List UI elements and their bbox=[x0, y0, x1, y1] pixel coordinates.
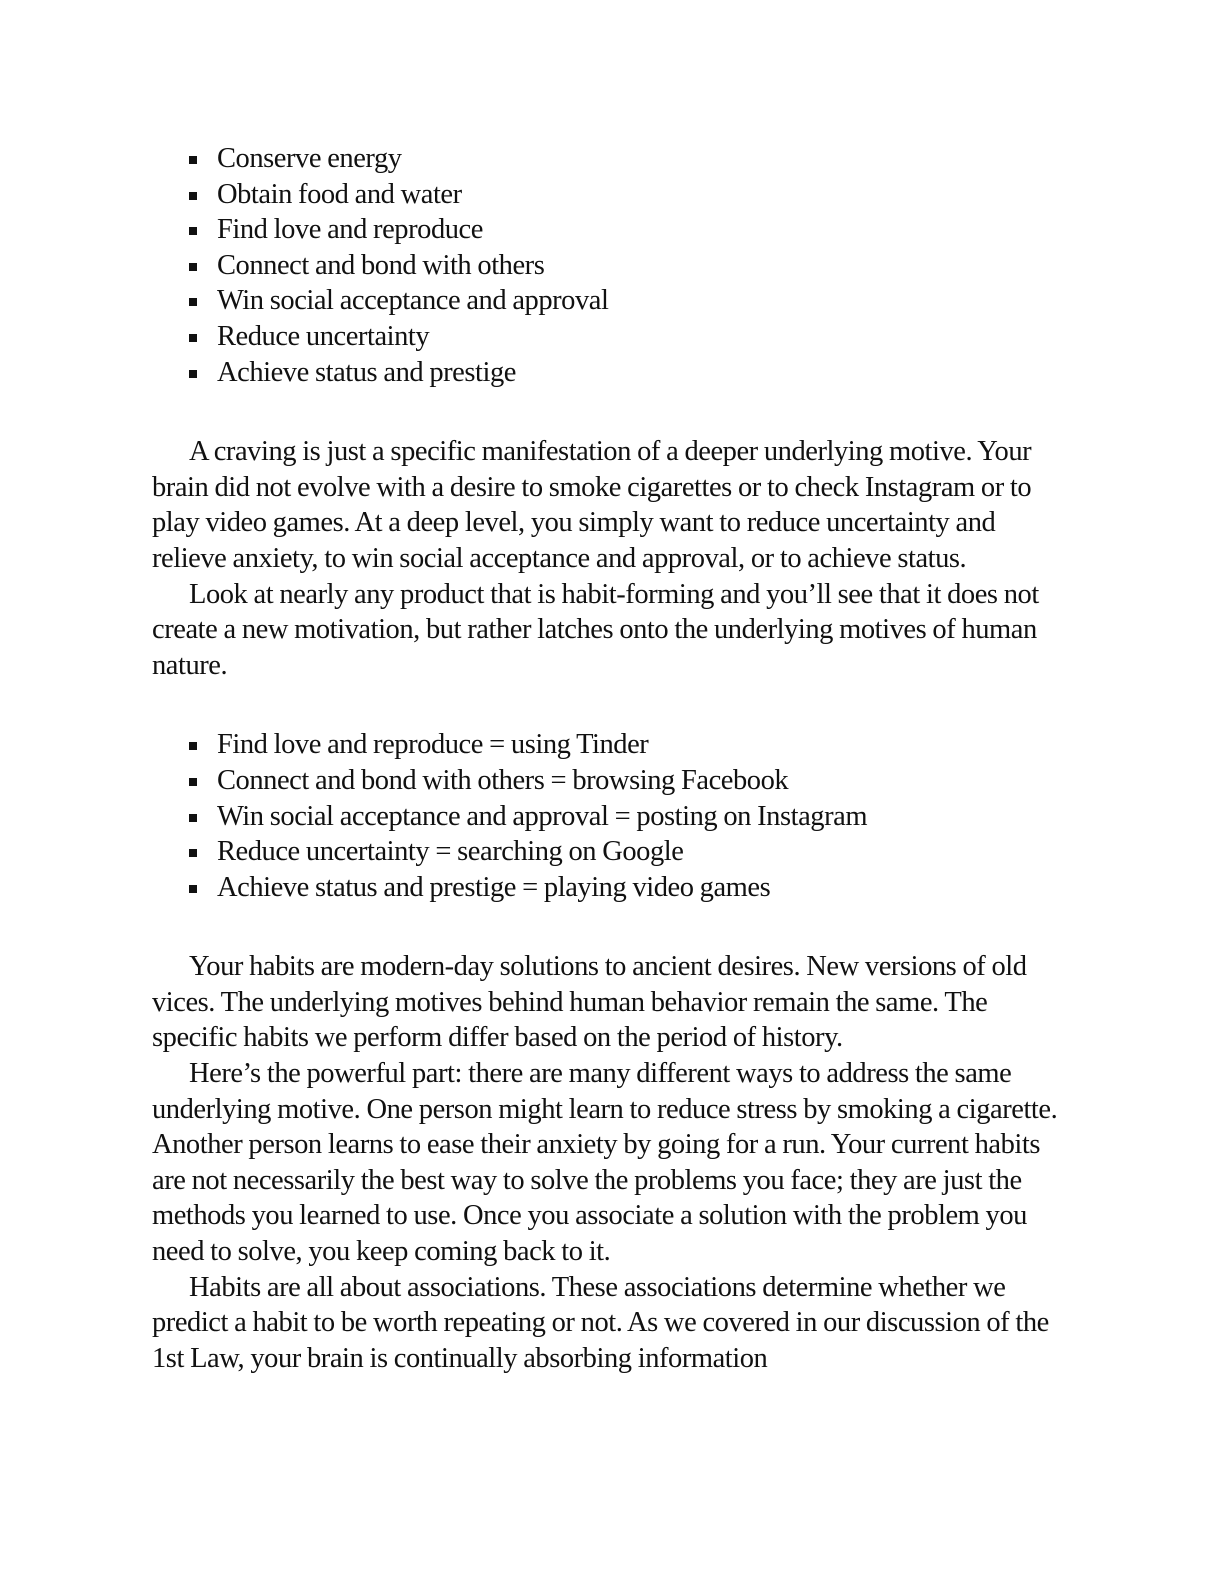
list-item bbox=[189, 319, 1072, 355]
habit-examples-list bbox=[152, 727, 1072, 905]
list-item-text: Achieve status and prestige = playing video games bbox=[217, 871, 771, 903]
square-bullet-icon bbox=[189, 849, 197, 857]
square-bullet-icon bbox=[189, 885, 197, 893]
list-item-text: Win social acceptance and approval = posting on Instagram bbox=[217, 800, 868, 832]
list-item-text: Connect and bond with others bbox=[217, 249, 545, 281]
list-item-text: Reduce uncertainty = searching on Google bbox=[217, 836, 684, 868]
square-bullet-icon bbox=[189, 263, 197, 271]
list-item bbox=[189, 834, 1072, 870]
body-paragraph: Habits are all about associations. These associations determine whether we predict a habit to be worth repeating or not. As we covered in our discussion of the 1st Law, your brain is continually absorbing information bbox=[152, 1271, 1049, 1374]
document-page bbox=[152, 141, 1072, 1376]
list-item bbox=[189, 763, 1072, 799]
square-bullet-icon bbox=[189, 192, 197, 200]
body-paragraph: Here’s the powerful part: there are many different ways to address the same underlying motive. One person might learn to reduce stress by smoking a cigarette. Another person learns to ease their anxiety by going for a run. Your current habits are not necessarily the best way to solve the problems you face; they are just the methods you learned to use. Once you associate a solution with the problem you need to solve, you keep coming back to it. bbox=[152, 1058, 1058, 1268]
square-bullet-icon bbox=[189, 742, 197, 750]
spacer bbox=[152, 683, 1072, 727]
list-item bbox=[189, 248, 1072, 284]
list-item bbox=[189, 727, 1072, 763]
spacer bbox=[152, 390, 1072, 434]
square-bullet-icon bbox=[189, 778, 197, 786]
square-bullet-icon bbox=[189, 298, 197, 306]
list-item-text: Connect and bond with others = browsing Facebook bbox=[217, 764, 789, 796]
list-item-text: Conserve energy bbox=[217, 143, 402, 174]
list-item-text: Find love and reproduce = using Tinder bbox=[217, 729, 649, 761]
list-item bbox=[189, 799, 1072, 835]
list-item bbox=[189, 141, 1072, 177]
list-item bbox=[189, 177, 1072, 213]
list-item-text: Obtain food and water bbox=[217, 178, 462, 210]
square-bullet-icon bbox=[189, 227, 197, 235]
list-item bbox=[189, 283, 1072, 319]
list-item-text: Reduce uncertainty bbox=[217, 320, 430, 352]
motives-list bbox=[152, 141, 1072, 390]
list-item bbox=[189, 212, 1072, 248]
list-item bbox=[189, 870, 1072, 906]
square-bullet-icon bbox=[189, 370, 197, 378]
list-item-text: Achieve status and prestige bbox=[217, 356, 516, 388]
square-bullet-icon bbox=[189, 156, 197, 164]
square-bullet-icon bbox=[189, 334, 197, 342]
body-paragraph: Your habits are modern-day solutions to ancient desires. New versions of old vices. The underlying motives behind human behavior remain the same. The specific habits we perform differ based on the period of history. bbox=[152, 951, 1027, 1054]
body-paragraph: A craving is just a specific manifestation of a deeper underlying motive. Your brain did not evolve with a desire to smoke cigarettes or to check Instagram or to play video games. At a deep level, you simply want to reduce uncertainty and relieve anxiety, to win social acceptance and approval, or to achieve status. bbox=[152, 436, 1032, 574]
square-bullet-icon bbox=[189, 814, 197, 822]
list-item-text: Find love and reproduce bbox=[217, 214, 483, 246]
list-item bbox=[189, 355, 1072, 391]
list-item-text: Win social acceptance and approval bbox=[217, 285, 609, 317]
body-paragraph: Look at nearly any product that is habit-forming and you’ll see that it does not create a new motivation, but rather latches onto the underlying motives of human nature. bbox=[152, 578, 1039, 681]
spacer bbox=[152, 905, 1072, 949]
